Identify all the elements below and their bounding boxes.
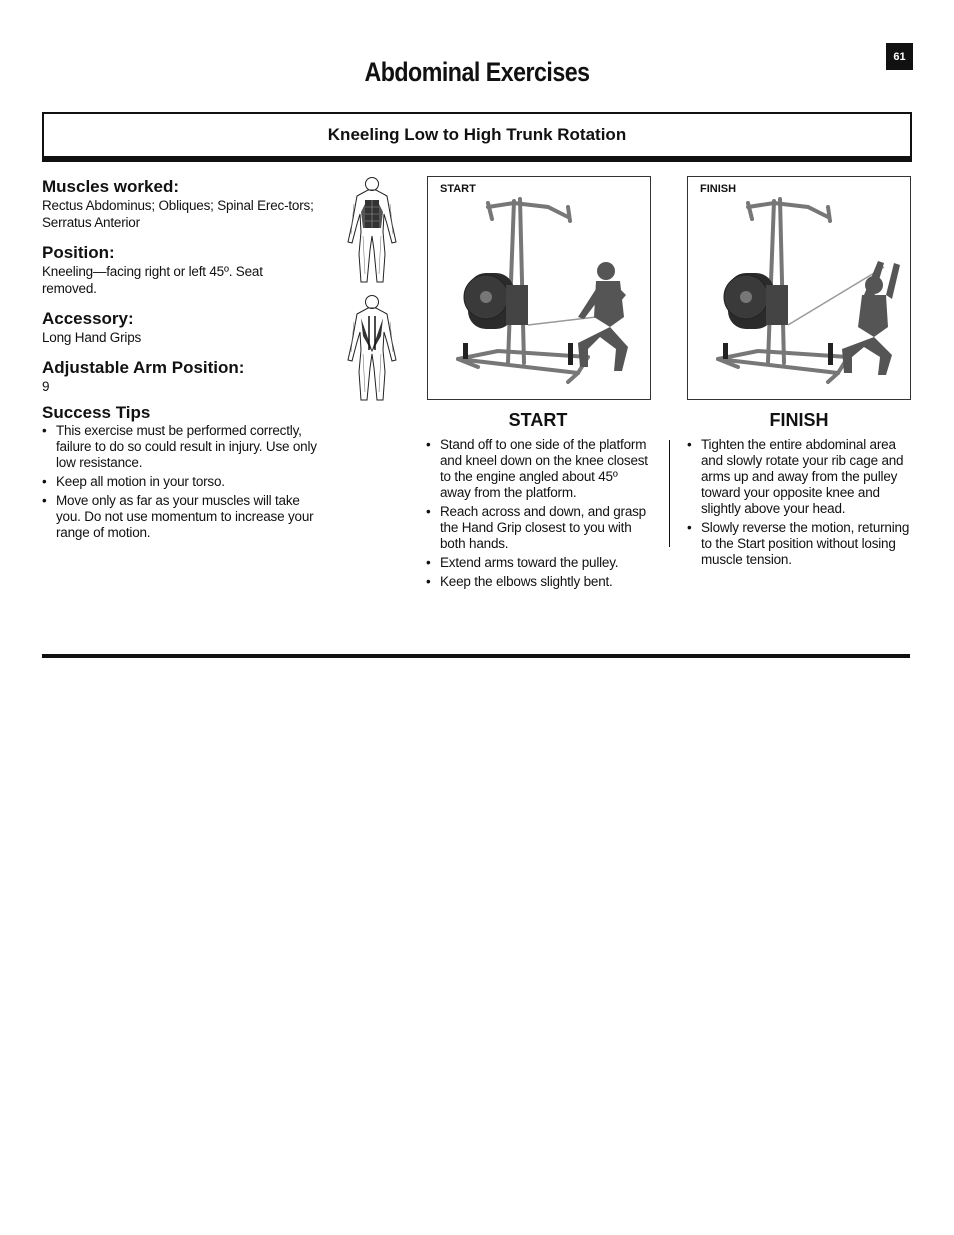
position-heading: Position: — [42, 243, 115, 262]
success-tips-heading: Success Tips — [42, 403, 151, 422]
list-item: • Move only as far as your muscles will take you. Do not use momentum to increase your range of motion. — [42, 493, 317, 541]
list-item: • Slowly reverse the motion, returning to the Start position without losing muscle tension. — [687, 520, 915, 568]
finish-photo-label: FINISH — [700, 183, 737, 195]
accessory-heading: Accessory: — [42, 309, 134, 328]
start-photo-label: START — [440, 183, 476, 195]
muscles-heading: Muscles worked: — [42, 177, 179, 196]
finish-instructions — [687, 437, 915, 571]
list-item: • Stand off to one side of the platform and kneel down on the knee closest to the engine angled about 45º away from the platform. — [426, 437, 648, 501]
start-machine-illustration — [428, 177, 650, 399]
bottom-rule — [42, 654, 910, 658]
page-number: 61 — [886, 43, 913, 70]
exercise-title: Kneeling Low to High Trunk Rotation — [327, 125, 627, 144]
position-text: Kneeling—facing right or left 45º. Seat removed. — [42, 264, 263, 296]
list-item: • Reach across and down, and grasp the Hand Grip closest to you with both hands. — [426, 504, 648, 552]
exercise-title-banner — [42, 112, 912, 162]
page-title: Abdominal Exercises — [364, 57, 590, 87]
arm-position-heading: Adjustable Arm Position: — [42, 358, 245, 377]
list-item: • Keep the elbows slightly bent. — [426, 574, 648, 590]
finish-machine-illustration — [688, 177, 910, 399]
list-item: • This exercise must be performed correctly, failure to do so could result in injury. Use only low resistance. — [42, 423, 317, 471]
list-item: • Keep all motion in your torso. — [42, 474, 317, 490]
finish-heading: FINISH — [769, 410, 829, 430]
success-tips-list — [42, 423, 317, 541]
arm-position-text: 9 — [42, 379, 50, 394]
accessory-text: Long Hand Grips — [42, 330, 142, 345]
finish-photo — [687, 176, 911, 400]
anatomy-back-figure — [343, 292, 401, 404]
anatomy-front-figure — [343, 174, 401, 286]
start-heading: START — [508, 410, 568, 430]
list-item: • Extend arms toward the pulley. — [426, 555, 648, 571]
start-photo — [427, 176, 651, 400]
exercise-info — [42, 177, 317, 544]
muscles-text: Rectus Abdominus; Obliques; Spinal Erec-tors; Serratus Anterior — [42, 198, 314, 230]
start-instructions — [426, 437, 648, 593]
list-item: • Tighten the entire abdominal area and slowly rotate your rib cage and arms up and away from the pulley toward your opposite knee and slightly above your head. — [687, 437, 915, 517]
column-divider — [669, 440, 670, 547]
